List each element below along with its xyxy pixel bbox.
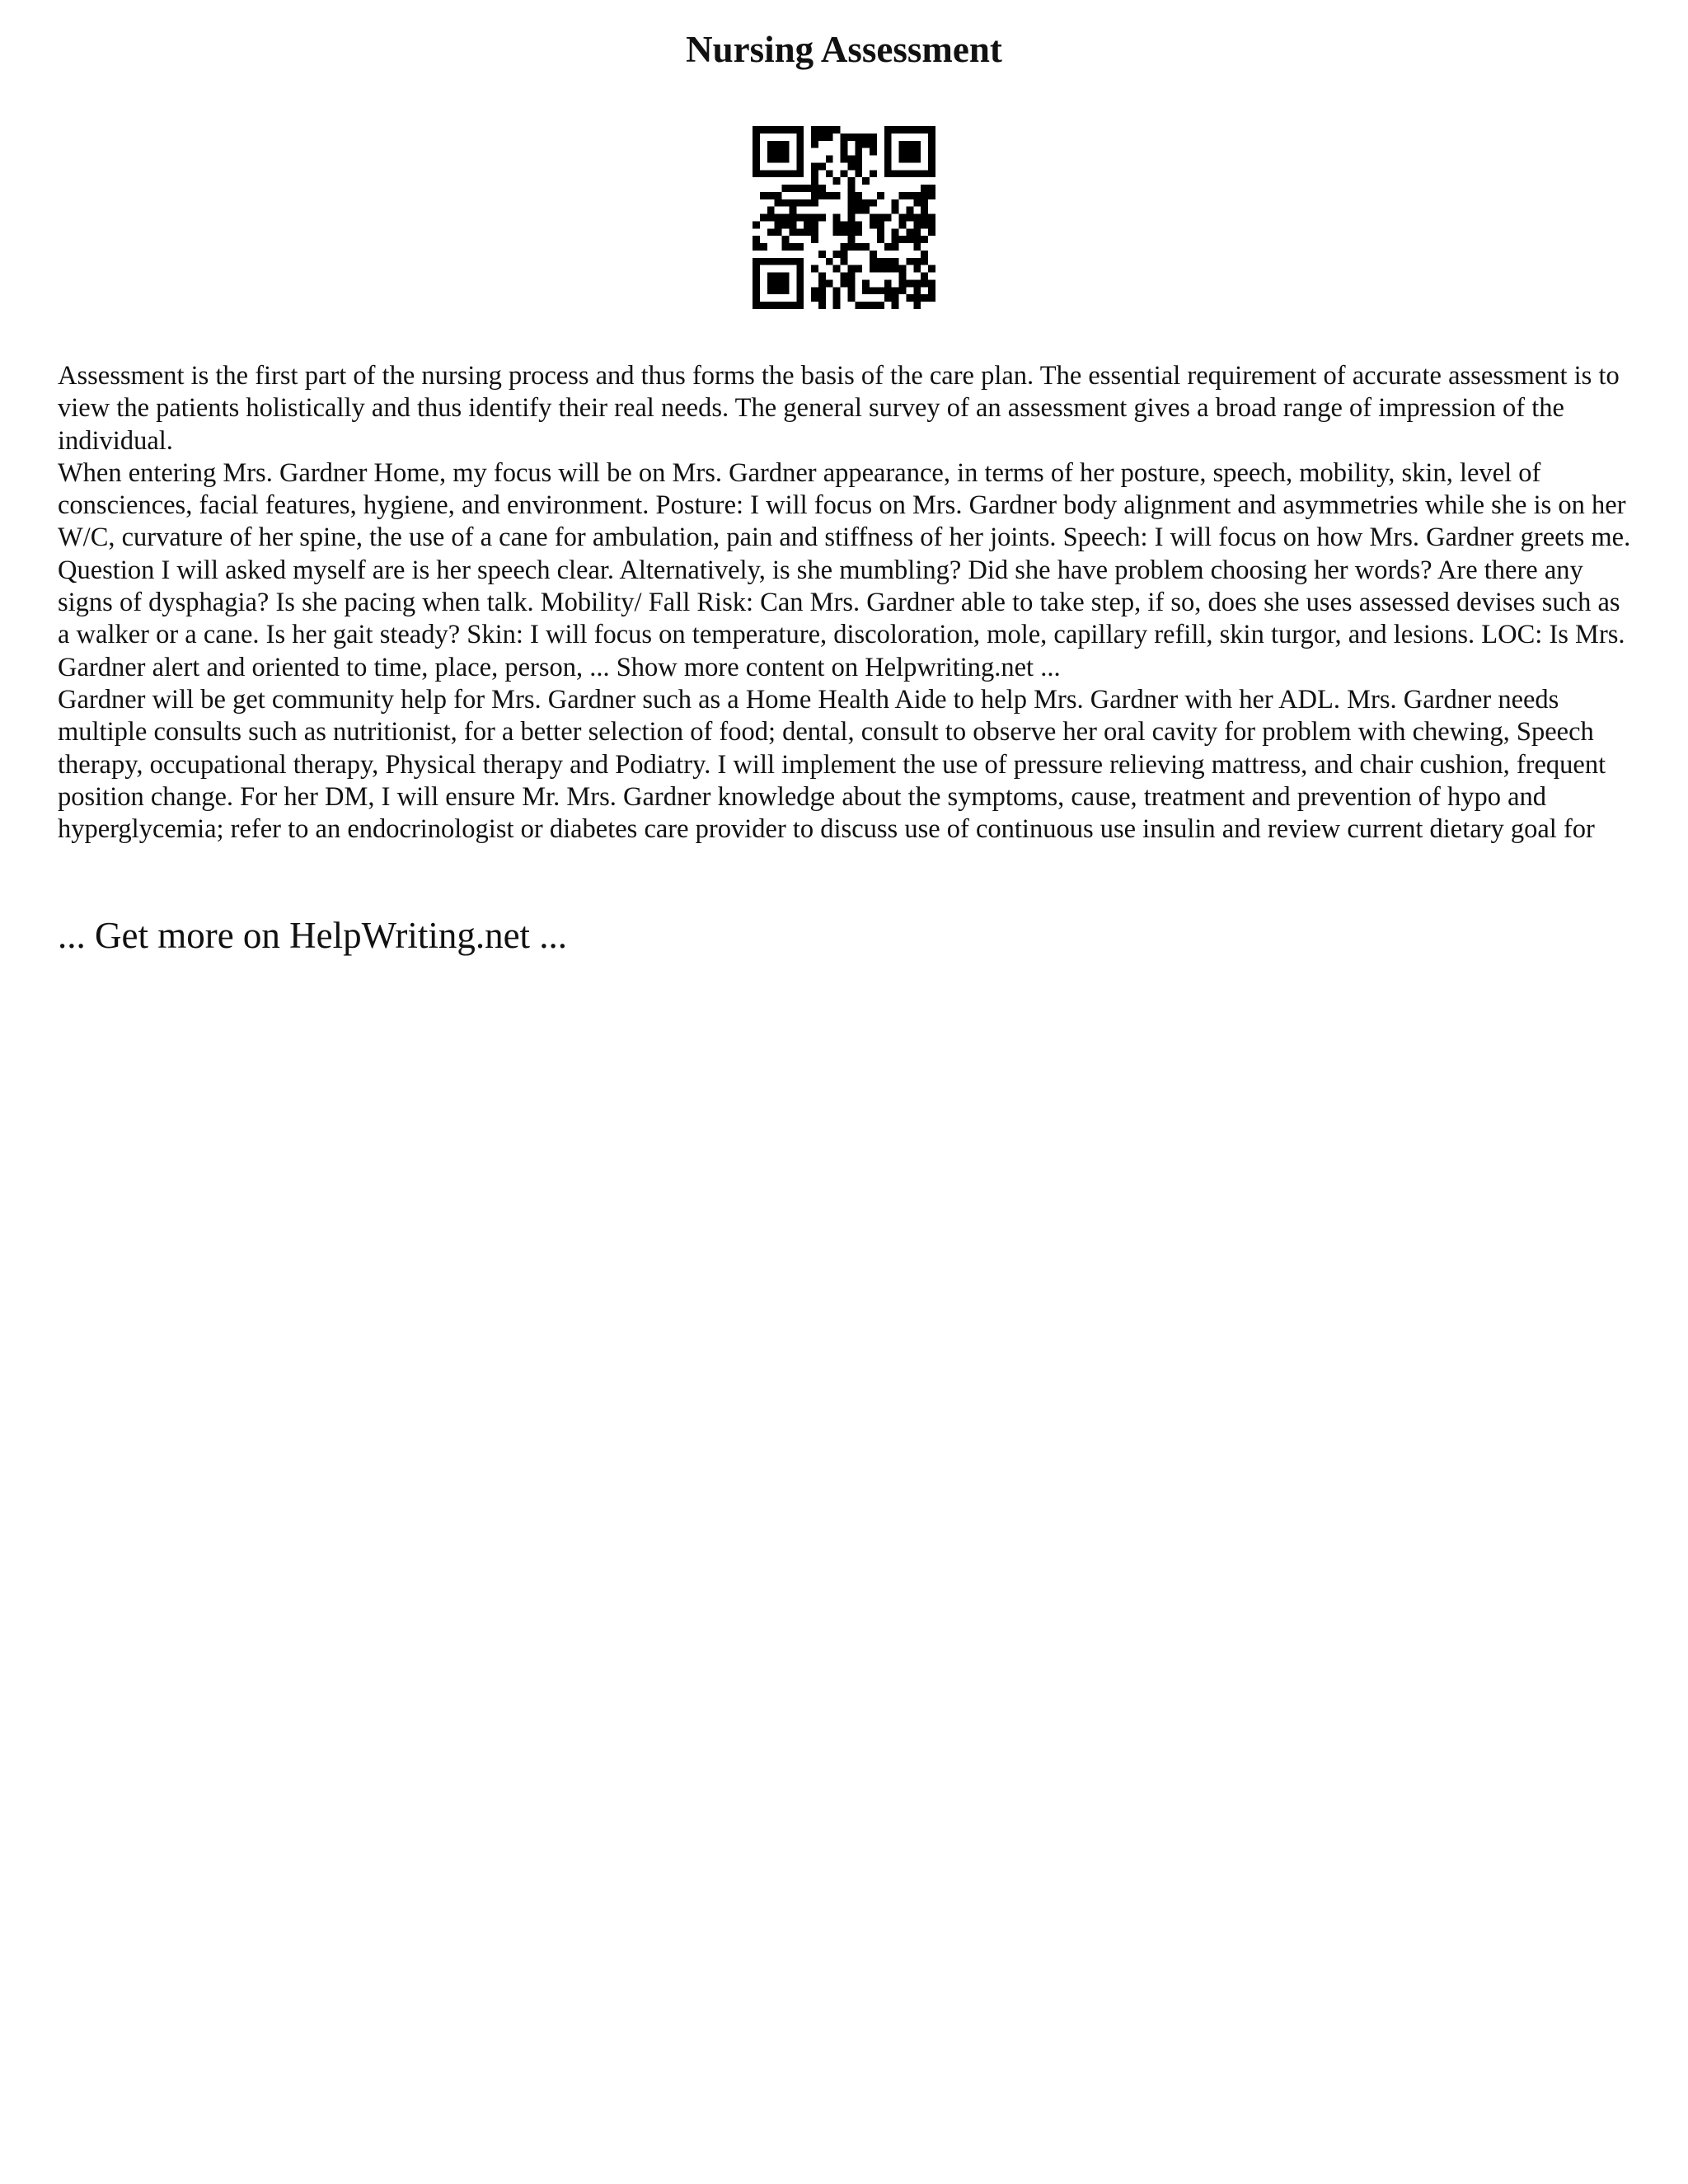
document-body	[58, 360, 1632, 846]
paragraph-assessment: When entering Mrs. Gardner Home, my focus will be on Mrs. Gardner appearance, in terms of her posture, speech, mobility, skin, level of consciences, facial features, hygiene, and environment. Posture: I will focus on Mrs. Gardner body alignment and asymmetries while she is on her W/C, curvature of her spine, the use of a cane for ambulation, pain and stiffness of her joints. Speech: I will focus on how Mrs. Gardner greets me. Question I will asked myself are is her speech clear. Alternatively, is she mumbling? Did she have problem choosing her words? Are there any signs of dysphagia? Is she pacing when talk. Mobility/ Fall Risk: Can Mrs. Gardner able to take step, if so, does she uses assessed devises such as a walker or a cane. Is her gait steady? Skin: I will focus on temperature, discoloration, mole, capillary refill, skin turgor, and lesions. LOC: Is Mrs. Gardner alert and oriented to time, place, person, ... Show more content on Helpwriting.net ...	[58, 457, 1631, 682]
page-title: Nursing Assessment	[686, 29, 1002, 70]
qr-code-icon[interactable]	[753, 126, 935, 309]
paragraph-plan: Gardner will be get community help for Mrs. Gardner such as a Home Health Aide to help Mrs. Gardner with her ADL. Mrs. Gardner needs multiple consults such as nutritionist, for a better selection of food; dental, consult to observe her oral cavity for problem with chewing, Speech therapy, occupational therapy, Physical therapy and Podiatry. I will implement the use of pressure relieving mattress, and chair cushion, frequent position change. For her DM, I will ensure Mr. Mrs. Gardner knowledge about the symptoms, cause, treatment and prevention of hypo and hyperglycemia; refer to an endocrinologist or diabetes care provider to discuss use of continuous use insulin and review current dietary goal for	[58, 684, 1606, 845]
get-more-link[interactable]: ... Get more on HelpWriting.net ...	[58, 915, 568, 956]
paragraph-intro: Assessment is the first part of the nursing process and thus forms the basis of the care plan. The essential requirement of accurate assessment is to view the patients holistically and thus identify their real needs. The general survey of an assessment gives a broad range of impression of the individual.	[58, 361, 1620, 456]
